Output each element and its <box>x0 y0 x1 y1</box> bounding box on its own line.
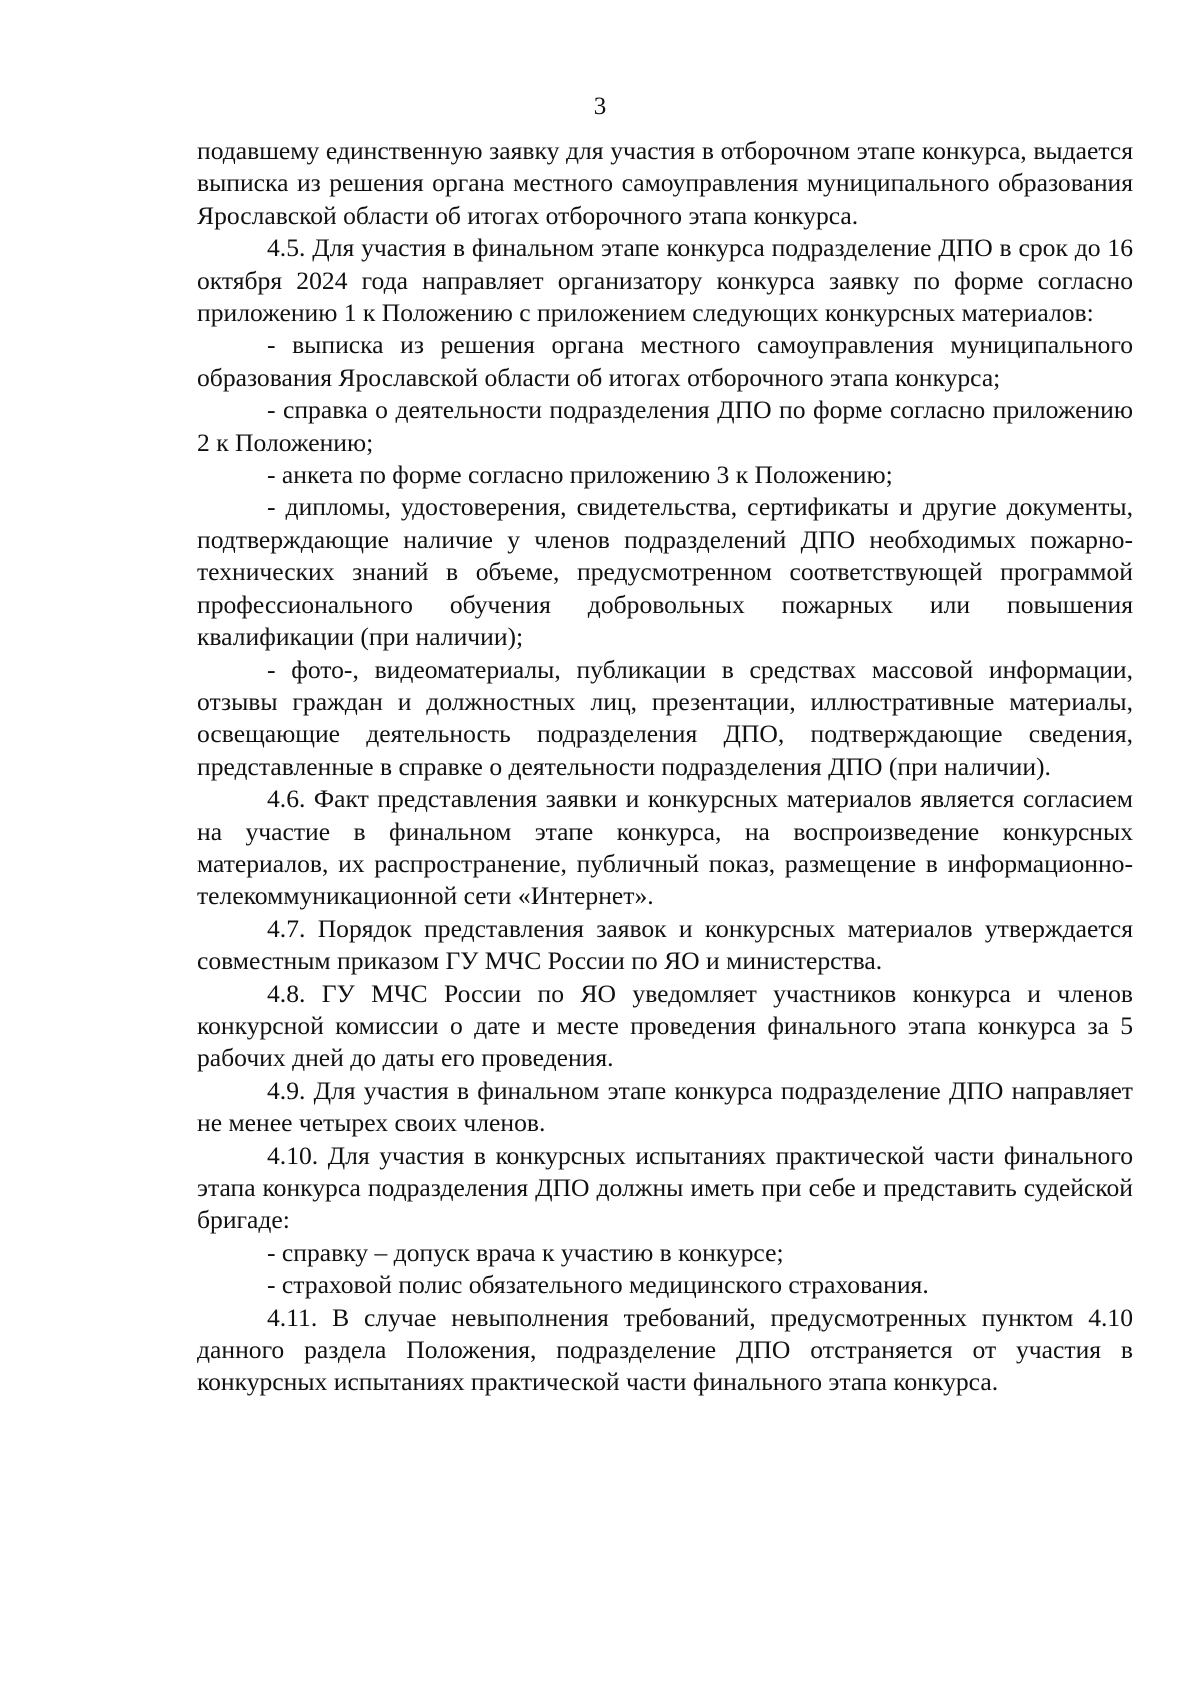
paragraph-continuation: подавшему единственную заявку для участия в отборочном этапе конкурса, выдается выписка из решения органа местного самоуправления муниципального образования Ярославской области об итогах отборочного этапа конкурса. <box>197 136 1133 230</box>
list-item-questionnaire: - анкета по форме согласно приложению 3 к Положению; <box>267 460 893 490</box>
list-item-certificate: - справка о деятельности подразделения ДПО по форме согласно приложению 2 к Положению; <box>197 395 1133 457</box>
paragraph-4-6: 4.6. Факт представления заявки и конкурсных материалов является согласием на участие в финальном этапе конкурса, на воспроизведение конкурсных материалов, их распространение, публичный показ, размещение в информационно-телекоммуникационной сети «Интернет». <box>197 784 1133 911</box>
paragraph-4-8: 4.8. ГУ МЧС России по ЯО уведомляет участников конкурса и членов конкурсной комиссии о дате и месте проведения финального этапа конкурса за 5 рабочих дней до даты его проведения. <box>197 978 1133 1073</box>
list-item-diplomas: - дипломы, удостоверения, свидетельства, сертификаты и другие документы, подтверждающие наличие у членов подразделений ДПО необходимых пожарно-технических знаний в объеме, предусмотренном соответствующей программой профессионального обучения добровольных пожарных или повышения квалификации (при наличии); <box>197 492 1133 652</box>
list-item-insurance: - страховой полис обязательного медицинского страхования. <box>267 1270 929 1300</box>
paragraph-4-10: 4.10. Для участия в конкурсных испытаниях практической части финального этапа конкурса подразделения ДПО должны иметь при себе и представить судейской бригаде: <box>197 1140 1133 1235</box>
list-item-media: - фото-, видеоматериалы, публикации в средствах массовой информации, отзывы граждан и должностных лиц, презентации, иллюстративные материалы, освещающие деятельность подразделения ДПО, подтверждающие сведения, представленные в справке о деятельности подразделения ДПО (при наличии). <box>197 654 1133 781</box>
document-body <box>197 135 1133 1399</box>
paragraph-4-11: 4.11. В случае невыполнения требований, предусмотренных пунктом 4.10 данного раздела Положения, подразделение ДПО отстраняется от участия в конкурсных испытаниях практической части финального этапа конкурса. <box>197 1302 1133 1397</box>
list-item-extract: - выписка из решения органа местного самоуправления муниципального образования Ярославской области об итогах отборочного этапа конкурса; <box>197 330 1133 392</box>
list-item-medical-permit: - справку – допуск врача к участию в конкурсе; <box>267 1237 784 1267</box>
page-number: 3 <box>593 93 607 120</box>
paragraph-4-9: 4.9. Для участия в финальном этапе конкурса подразделение ДПО направляет не менее четырех своих членов. <box>197 1075 1133 1138</box>
paragraph-4-7: 4.7. Порядок представления заявок и конкурсных материалов утверждается совместным приказом ГУ МЧС России по ЯО и министерства. <box>197 913 1133 976</box>
paragraph-4-5: 4.5. Для участия в финальном этапе конкурса подразделение ДПО в срок до 16 октября 2024 года направляет организатору конкурса заявку по форме согласно приложению 1 к Положению с приложением следующих конкурсных материалов: <box>197 233 1133 328</box>
